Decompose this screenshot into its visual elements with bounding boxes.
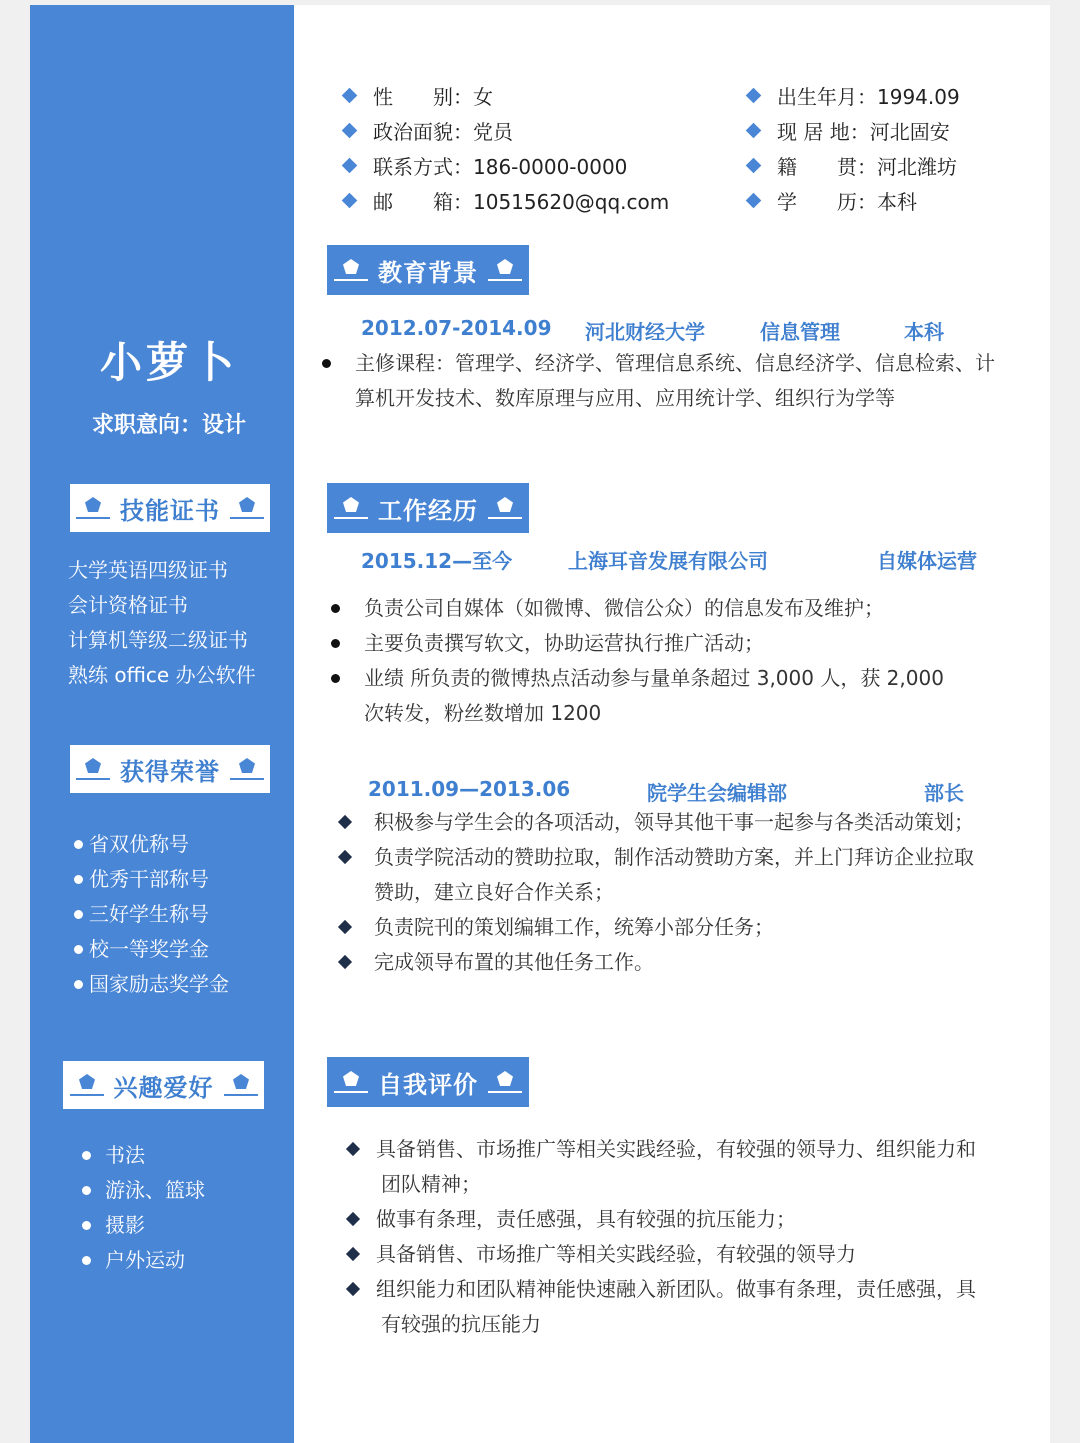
pentagon-icon bbox=[85, 497, 101, 512]
info-political: 政治面貌：党员 bbox=[344, 113, 513, 148]
info-gender: 性 别：女 bbox=[344, 78, 493, 113]
bullet-icon bbox=[82, 1151, 91, 1160]
diamond-icon bbox=[346, 1212, 360, 1226]
education-courses: 主修课程：管理学、经济学、管理信息系统、信息经济学、信息检索、计 算机开发技术、数库原理与应用、应用统计学、组织行为学等 bbox=[322, 346, 1022, 416]
pentagon-icon bbox=[343, 497, 359, 512]
bullet-icon bbox=[82, 1186, 91, 1195]
job2-duties: 积极参与学生会的各项活动，领导其他干事一起参与各类活动策划； 负责学院活动的赞助拉取，制作活动赞助方案，并上门拜访企业拉取 赞助，建立良好合作关系； 负责院刊的策划编辑工作，统筹小部分任务； 完成领导布置的其他任务工作。 bbox=[340, 805, 1020, 980]
pentagon-icon bbox=[85, 758, 101, 773]
list-item: 校一等奖学金 bbox=[74, 932, 229, 967]
job-intent: 求职意向：设计 bbox=[91, 413, 246, 438]
info-birth: 出生年月：1994.09 bbox=[748, 78, 960, 113]
diamond-icon bbox=[342, 158, 358, 174]
bullet-icon bbox=[331, 674, 340, 683]
pentagon-icon bbox=[497, 1071, 513, 1086]
work-heading bbox=[327, 483, 529, 533]
diamond-icon bbox=[746, 88, 762, 104]
list-item: 负责院刊的策划编辑工作，统筹小部分任务； bbox=[340, 910, 1020, 945]
pentagon-icon bbox=[79, 1074, 95, 1089]
work-title: 工作经历 bbox=[378, 496, 478, 525]
bullet-icon bbox=[74, 875, 83, 884]
diamond-icon bbox=[346, 1282, 360, 1296]
job2-role: 部长 bbox=[924, 781, 964, 805]
bullet-icon bbox=[74, 840, 83, 849]
list-item: 大学英语四级证书 bbox=[68, 558, 228, 582]
education-degree: 本科 bbox=[904, 320, 944, 344]
diamond-icon bbox=[746, 158, 762, 174]
pentagon-icon bbox=[343, 1071, 359, 1086]
pentagon-icon bbox=[497, 497, 513, 512]
bullet-icon bbox=[74, 980, 83, 989]
education-major: 信息管理 bbox=[760, 320, 840, 344]
info-education-level: 学 历：本科 bbox=[748, 183, 917, 218]
list-item: 书法 bbox=[82, 1138, 205, 1173]
list-item: 负责学院活动的赞助拉取，制作活动赞助方案，并上门拜访企业拉取 bbox=[340, 840, 1020, 875]
job2-org: 院学生会编辑部 bbox=[647, 781, 787, 805]
honors-heading bbox=[70, 745, 270, 793]
diamond-icon bbox=[346, 1142, 360, 1156]
list-item: 熟练 office 办公软件 bbox=[68, 663, 256, 687]
education-period: 2012.07-2014.09 bbox=[361, 316, 552, 340]
bullet-icon bbox=[322, 359, 331, 368]
list-item: 主要负责撰写软文，协助运营执行推广活动； bbox=[331, 626, 1011, 661]
job1-role: 自媒体运营 bbox=[877, 549, 977, 573]
diamond-icon bbox=[746, 123, 762, 139]
hobbies-list bbox=[82, 1138, 205, 1278]
diamond-icon bbox=[346, 1247, 360, 1261]
list-item: 省双优称号 bbox=[74, 827, 229, 862]
list-item: 户外运动 bbox=[82, 1243, 205, 1278]
skills-list bbox=[68, 553, 256, 693]
bullet-icon bbox=[74, 910, 83, 919]
diamond-icon bbox=[338, 955, 352, 969]
bullet-icon bbox=[331, 604, 340, 613]
self-eval-list: 具备销售、市场推广等相关实践经验，有较强的领导力、组织能力和 团队精神； 做事有条理，责任感强，具有较强的抗压能力； 具备销售、市场推广等相关实践经验，有较强的领导力 组织能力和团队精神能快速融入新团队。做事有条理，责任感强，具 有较强的抗压能力 bbox=[348, 1132, 1028, 1342]
education-title: 教育背景 bbox=[378, 258, 478, 287]
pentagon-icon bbox=[233, 1074, 249, 1089]
list-item: 负责公司自媒体（如微博、微信公众）的信息发布及维护； bbox=[331, 591, 1011, 626]
list-item: 国家励志奖学金 bbox=[74, 967, 229, 1002]
list-item: 做事有条理，责任感强，具有较强的抗压能力； bbox=[348, 1202, 1028, 1237]
list-item: 具备销售、市场推广等相关实践经验，有较强的领导力 bbox=[348, 1237, 1028, 1272]
hobbies-heading bbox=[63, 1061, 264, 1109]
list-item: 业绩 所负责的微博热点活动参与量单条超过 3,000 人，获 2,000 bbox=[331, 661, 1011, 696]
info-email: 邮 箱：10515620@qq.com bbox=[344, 183, 669, 218]
list-item: 组织能力和团队精神能快速融入新团队。做事有条理，责任感强，具 bbox=[348, 1272, 1028, 1307]
job1-period: 2015.12—至今 bbox=[361, 549, 513, 573]
list-item: 具备销售、市场推广等相关实践经验，有较强的领导力、组织能力和 bbox=[348, 1132, 1028, 1167]
skills-heading bbox=[70, 484, 270, 532]
info-hometown: 籍 贯：河北潍坊 bbox=[748, 148, 957, 183]
pentagon-icon bbox=[239, 758, 255, 773]
job1-company: 上海耳音发展有限公司 bbox=[568, 549, 768, 573]
list-item: 会计资格证书 bbox=[68, 593, 188, 617]
diamond-icon bbox=[338, 850, 352, 864]
education-heading bbox=[327, 245, 529, 295]
diamond-icon bbox=[746, 193, 762, 209]
hobbies-title: 兴趣爱好 bbox=[113, 1073, 214, 1102]
diamond-icon bbox=[342, 88, 358, 104]
bullet-icon bbox=[82, 1221, 91, 1230]
list-item: 完成领导布置的其他任务工作。 bbox=[340, 945, 1020, 980]
skills-title: 技能证书 bbox=[120, 496, 220, 525]
self-eval-heading bbox=[327, 1057, 529, 1107]
diamond-icon bbox=[342, 123, 358, 139]
pentagon-icon bbox=[343, 259, 359, 274]
education-school: 河北财经大学 bbox=[585, 320, 705, 344]
diamond-icon bbox=[338, 815, 352, 829]
pentagon-icon bbox=[497, 259, 513, 274]
list-item: 摄影 bbox=[82, 1208, 205, 1243]
bullet-icon bbox=[74, 945, 83, 954]
list-item: 积极参与学生会的各项活动，领导其他干事一起参与各类活动策划； bbox=[340, 805, 1020, 840]
info-phone: 联系方式：186-0000-0000 bbox=[344, 148, 627, 183]
info-residence: 现 居 地：河北固安 bbox=[748, 113, 950, 148]
honors-list bbox=[74, 827, 229, 1002]
list-item: 三好学生称号 bbox=[74, 897, 229, 932]
job2-period: 2011.09—2013.06 bbox=[368, 777, 571, 801]
honors-title: 获得荣誉 bbox=[120, 757, 220, 786]
list-item: 计算机等级二级证书 bbox=[68, 628, 248, 652]
diamond-icon bbox=[338, 920, 352, 934]
diamond-icon bbox=[342, 193, 358, 209]
candidate-name: 小萝卜 bbox=[99, 338, 238, 387]
self-eval-title: 自我评价 bbox=[378, 1070, 478, 1099]
bullet-icon bbox=[82, 1256, 91, 1265]
list-item: 优秀干部称号 bbox=[74, 862, 229, 897]
job1-duties: 负责公司自媒体（如微博、微信公众）的信息发布及维护； 主要负责撰写软文，协助运营执行推广活动； 业绩 所负责的微博热点活动参与量单条超过 3,000 人，获 2,000 次转发，粉丝数增加 1200 bbox=[331, 591, 1011, 731]
list-item: 游泳、篮球 bbox=[82, 1173, 205, 1208]
pentagon-icon bbox=[239, 497, 255, 512]
bullet-icon bbox=[331, 639, 340, 648]
